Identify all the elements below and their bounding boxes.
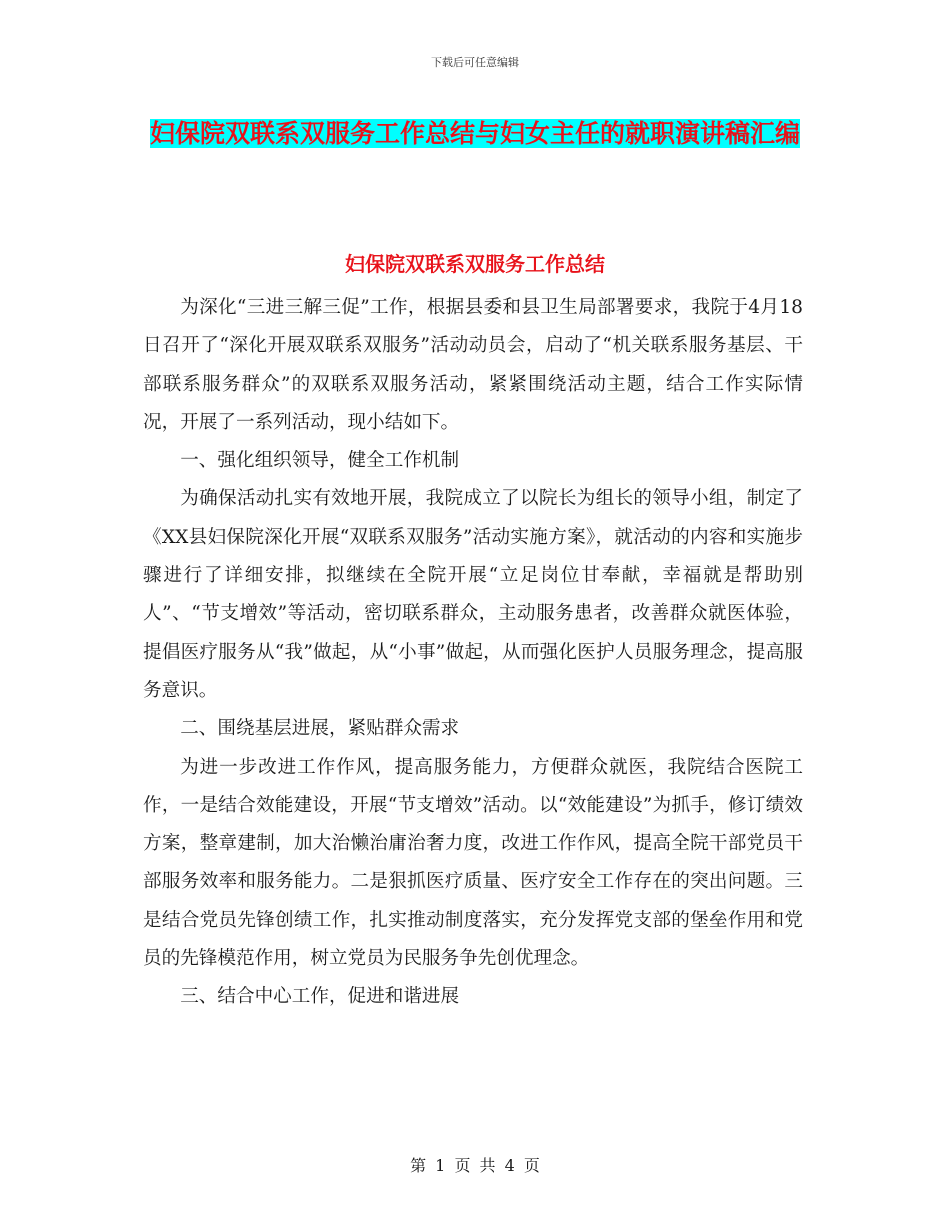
heading-three: 三、结合中心工作，促进和谐进展 — [180, 986, 460, 1008]
paragraph-one: 为确保活动扎实有效地开展，我院成立了以院长为组长的领导小组，制定了《XX县妇保院深化开展“双联系双服务”活动实施方案》，就活动的内容和实施步骤进行了详细安排，拟继续在全院开展“立足岗位甘奉献，幸福就是帮助别人”、“节支增效”等活动，密切联系群众，主动服务患者，改善群众就医体验，提倡医疗服务从“我”做起，从“小事”做起，从而强化医护人员服务理念，提高服务意识。 — [143, 488, 803, 701]
section-title: 妇保院双联系双服务工作总结 — [345, 252, 605, 276]
document-title-text: 妇保院双联系双服务工作总结与妇女主任的就职演讲稿汇编 — [149, 119, 800, 148]
header-note: 下载后可任意编辑 — [431, 56, 519, 69]
page-footer: 第 1 页 共 4 页 — [410, 1156, 540, 1175]
heading-one: 一、强化组织领导，健全工作机制 — [180, 450, 460, 472]
paragraph-two: 为进一步改进工作作风，提高服务能力，方便群众就医，我院结合医院工作，一是结合效能建设，开展“节支增效”活动。以“效能建设”为抓手，修订绩效方案，整章建制，加大治懒治庸治奢力度，改进工作作风，提高全院干部党员干部服务效率和服务能力。二是狠抓医疗质量、医疗安全工作存在的突出问题。三是结合党员先锋创绩工作，扎实推动制度落实，充分发挥党支部的堡垒作用和党员的先锋模范作用，树立党员为民服务争先创优理念。 — [143, 756, 803, 970]
document-body — [143, 289, 803, 1017]
heading-two: 二、围绕基层进展，紧贴群众需求 — [180, 718, 460, 740]
paragraph-intro: 为深化“三进三解三促”工作，根据县委和县卫生局部署要求，我院于4月18日召开了“深化开展双联系双服务”活动动员会，启动了“机关联系服务基层、干部联系服务群众”的双联系双服务活动，紧紧围绕活动主题，结合工作实际情况，开展了一系列活动，现小结如下。 — [143, 297, 803, 433]
document-title — [130, 112, 820, 156]
